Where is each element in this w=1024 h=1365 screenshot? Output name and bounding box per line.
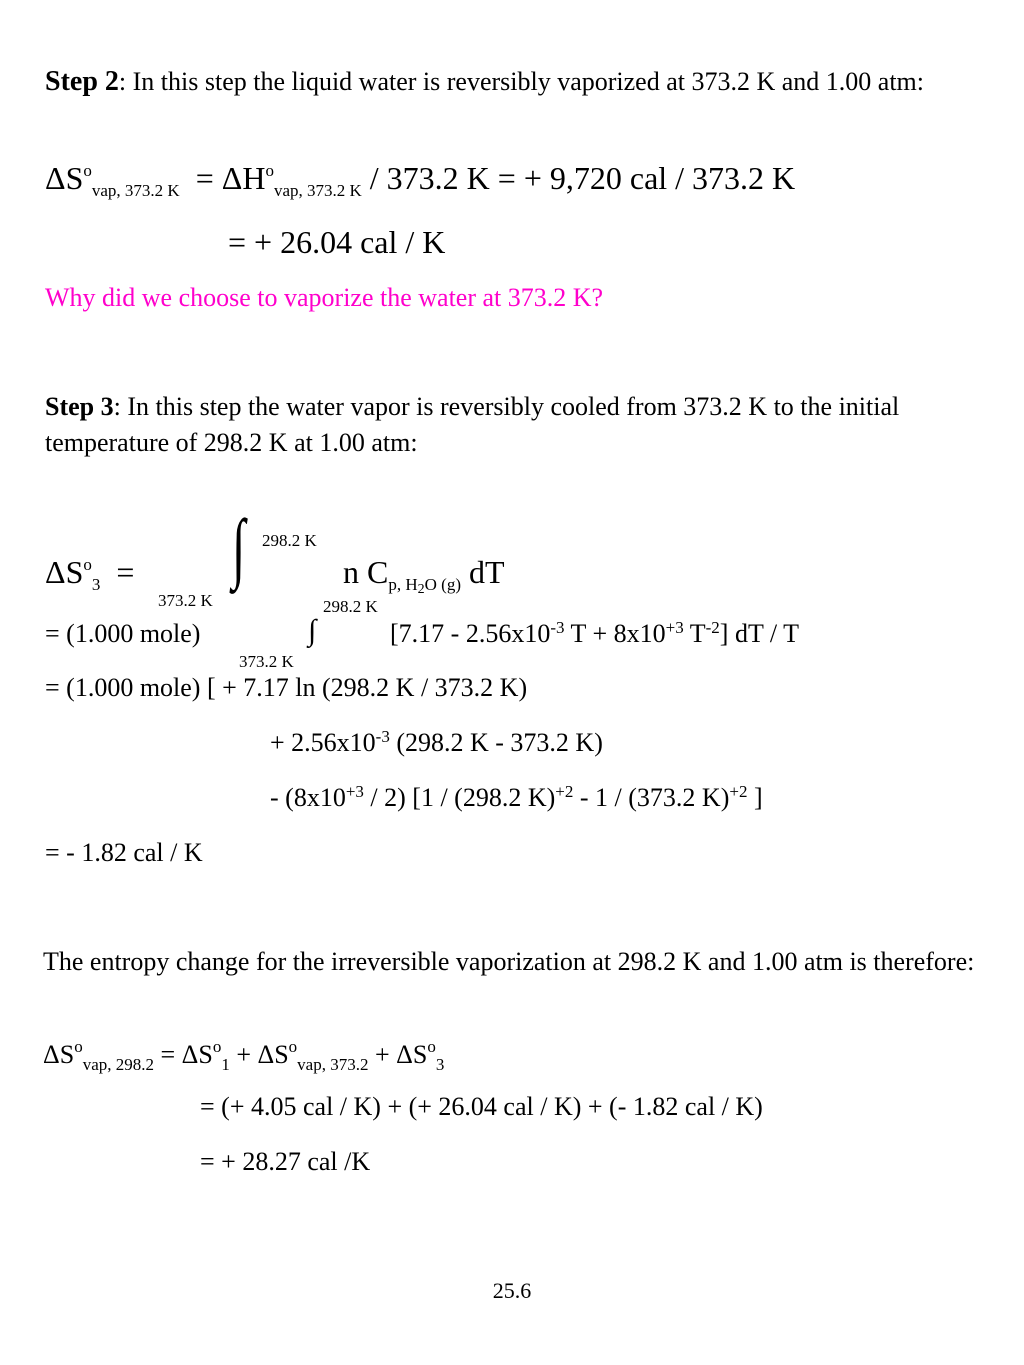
eq1-lhs-sup: o bbox=[83, 161, 92, 180]
eq2-result: = - 1.82 cal / K bbox=[45, 838, 203, 867]
eq2-line3: = (1.000 mole) [ + 7.17 ln (298.2 K / 373.2 K) bbox=[45, 673, 528, 702]
eq1-rhs-sup: o bbox=[265, 161, 274, 180]
eq1-eq: = ΔH bbox=[195, 160, 266, 196]
eq2-line2-upper: 298.2 K bbox=[323, 597, 378, 616]
eq3-eq: = ΔS bbox=[153, 1040, 213, 1069]
eq2-line2-d: ] dT / T bbox=[719, 619, 800, 648]
step3-paragraph bbox=[45, 389, 975, 461]
eq2-line2-sup3: -2 bbox=[705, 618, 720, 637]
eq2-line5-b: / 2) [1 / (298.2 K) bbox=[363, 783, 556, 812]
eq2-integrand-sub-a: p, H bbox=[388, 575, 418, 594]
eq2-integrand-sub-b: O (g) bbox=[424, 575, 461, 594]
eq2-line2-b: T + 8x10 bbox=[564, 619, 666, 648]
eq3-plus1: + ΔS bbox=[229, 1040, 289, 1069]
question-text: Why did we choose to vaporize the water at 373.2 K? bbox=[45, 283, 604, 312]
eq2-line2-sup2: +3 bbox=[665, 618, 684, 637]
eq2-line2-lead: = (1.000 mole) bbox=[45, 619, 201, 648]
step2-paragraph bbox=[45, 64, 985, 100]
eq2-line4 bbox=[270, 727, 603, 757]
eq3-s1: ΔS bbox=[43, 1040, 75, 1069]
eq2-line2-a: [7.17 - 2.56x10 bbox=[390, 619, 551, 648]
eq3-s1-sub: vap, 298.2 bbox=[82, 1055, 154, 1074]
eq2-integrand bbox=[343, 554, 505, 597]
eq3-s2-sub: 1 bbox=[221, 1055, 230, 1074]
eq1-lhs-sub: vap, 373.2 K bbox=[91, 181, 180, 200]
eq2-lower-limit: 373.2 K bbox=[158, 591, 213, 610]
eq3-line2: = (+ 4.05 cal / K) + (+ 26.04 cal / K) + (- 1.82 cal / K) bbox=[200, 1092, 763, 1121]
integral-sign-icon: ∫ bbox=[232, 503, 246, 590]
eq2-integrand-dT: dT bbox=[460, 554, 505, 590]
eq2-line5-d: ] bbox=[747, 783, 763, 812]
eq2-line4-sup: -3 bbox=[375, 727, 390, 746]
eq2-line5-sup1: +3 bbox=[345, 782, 364, 801]
eq2-line2-c: T bbox=[683, 619, 706, 648]
eq2-line2-lower: 373.2 K bbox=[239, 652, 294, 671]
eq2-line4-b: (298.2 K - 373.2 K) bbox=[389, 728, 603, 757]
eq1-rhs-rest: / 373.2 K = + 9,720 cal / 373.2 K bbox=[361, 160, 796, 196]
eq2-lhs-symbol: ΔS bbox=[45, 554, 84, 590]
eq2-line2-sup1: -3 bbox=[550, 618, 565, 637]
eq3-s4-sub: 3 bbox=[435, 1055, 445, 1074]
step2-label: Step 2 bbox=[45, 66, 119, 97]
eq3-plus2: + ΔS bbox=[368, 1040, 428, 1069]
eq2-integrand-sub-2: 2 bbox=[417, 582, 425, 597]
eq3-s3-sup: o bbox=[288, 1037, 298, 1056]
eq2-lhs-sub: 3 bbox=[91, 575, 101, 594]
eq2-integrand-n: n C bbox=[343, 554, 389, 590]
eq2-line5-c: - 1 / (373.2 K) bbox=[573, 783, 730, 812]
small-integral-sign-icon: ∫ bbox=[308, 614, 317, 647]
eq2-lhs bbox=[45, 554, 135, 594]
step3-label: Step 3 bbox=[45, 392, 114, 421]
eq2-line4-a: + 2.56x10 bbox=[270, 728, 376, 757]
step2-text: : In this step the liquid water is reversibly vaporized at 373.2 K and 1.00 atm: bbox=[118, 67, 925, 96]
eq3-s1-sup: o bbox=[74, 1037, 83, 1056]
eq3-s4-sup: o bbox=[427, 1037, 436, 1056]
eq2-line5 bbox=[270, 782, 763, 812]
eq3-s3-sub: vap, 373.2 bbox=[297, 1055, 369, 1074]
eq3-s2-sup: o bbox=[212, 1037, 222, 1056]
eq2-line2-expr bbox=[390, 618, 800, 648]
eq3-line3: = + 28.27 cal /K bbox=[200, 1147, 371, 1176]
step3-text: : In this step the water vapor is reversibly cooled from 373.2 K to the initial temperature of 298.2 K at 1.00 atm: bbox=[45, 392, 900, 457]
eq3-line1 bbox=[43, 1037, 445, 1074]
eq2-line5-sup3: +2 bbox=[729, 782, 748, 801]
eq2-line5-a: - (8x10 bbox=[270, 783, 346, 812]
eq1-line2: = + 26.04 cal / K bbox=[228, 224, 446, 260]
summary-paragraph: The entropy change for the irreversible vaporization at 298.2 K and 1.00 atm is therefore: bbox=[43, 947, 975, 976]
eq1-rhs-sub: vap, 373.2 K bbox=[273, 181, 362, 200]
eq2-upper-limit: 298.2 K bbox=[262, 531, 317, 550]
eq2-lhs-eq: = bbox=[116, 554, 135, 590]
eq1-lhs-symbol: ΔS bbox=[45, 160, 84, 196]
page-number: 25.6 bbox=[492, 1278, 532, 1303]
eq1-line1 bbox=[45, 160, 796, 200]
eq2-lhs-sup: o bbox=[83, 555, 92, 574]
eq2-line5-sup2: +2 bbox=[555, 782, 574, 801]
